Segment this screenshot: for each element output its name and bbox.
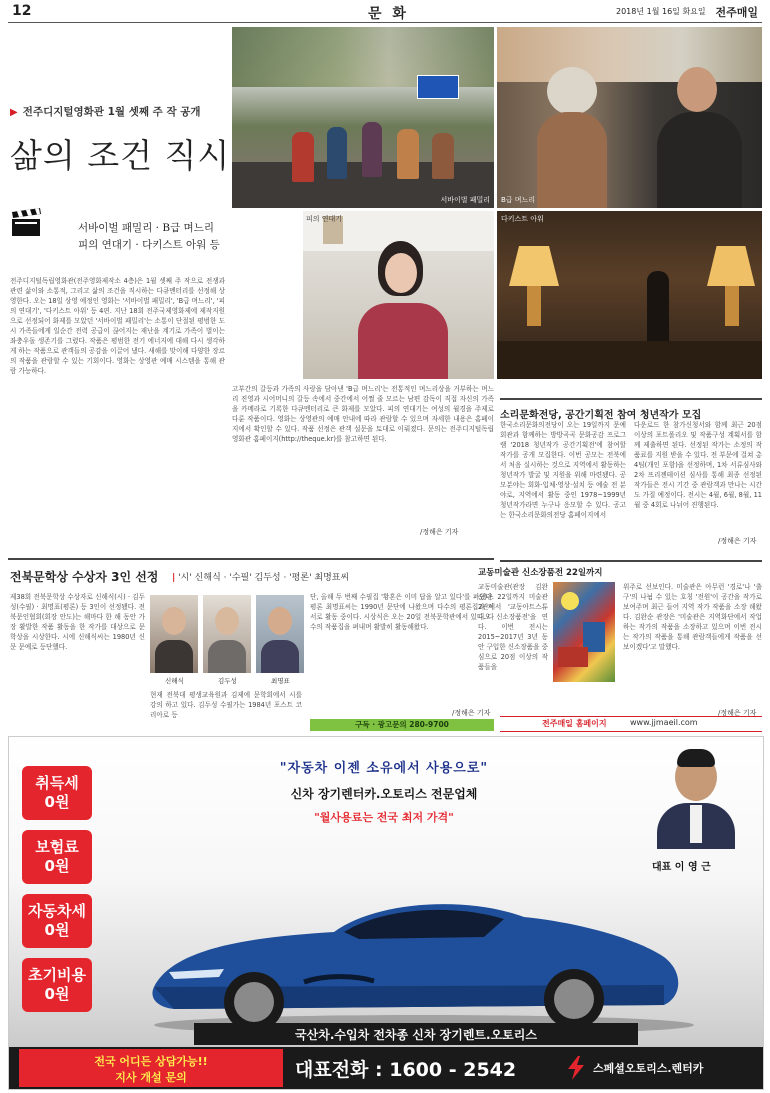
portrait-name-3: 최명표 xyxy=(271,677,290,685)
gallery-col1: 교동미술관(관장 김완순)은 22일까지 미술관 2관에서 '교동아트스튜디오 신소장품전'을 연다. 이번 전시는 2015~2017년 3년 동안 구입한 신소장품을 중심으로 20점 이상의 작품들을 xyxy=(478,583,548,671)
gallery-divider xyxy=(500,560,762,562)
sori-col2: 다운로드 한 참가신청서와 함께 최근 20점 이상의 포트폴리오 및 작품구성 계획서를 함께 제출하면 된다. 선정된 작가는 소정의 작품료를 지원 받을 수 있다. 전 부문에 걸쳐 총 4팀(개인 포함)을 선정하며, 1차 서류심사와 2차 프리젠테이션 심사를 통해 최종 선정된 작가들은 전시 기간 중 관람객과 만나는 시간도 가질 예정이다. 전시는 4월, 6월, 8월, 11월 중 4회로 나뉘어 진행된다. xyxy=(634,421,762,509)
portrait-2 xyxy=(203,595,251,673)
photo-caption: B급 며느리 xyxy=(501,196,536,204)
photo-survival-family xyxy=(232,27,494,208)
jeonbuk-divider xyxy=(8,558,494,560)
ad-ceo-name: 대표 이 영 근 xyxy=(652,862,711,873)
ad-phone[interactable]: 대표전화 : 1600 - 2542 xyxy=(295,1059,517,1081)
ad-footer-red: 전국 어디든 상담가능!! 지사 개설 문의 xyxy=(19,1049,283,1087)
clapperboard-icon xyxy=(10,208,40,234)
section-name: 문 화 xyxy=(368,6,409,22)
badge-car-tax: 자동차세 0원 xyxy=(22,894,92,948)
gallery-title: 교동미술관 신소장품전 22일까지 xyxy=(478,568,603,578)
homepage-label: 전주매일 홈페이지 xyxy=(542,719,607,728)
subscribe-bar: 구독 · 광고문의 280-9700 xyxy=(310,719,494,731)
portrait-3 xyxy=(256,595,304,673)
homepage-bar xyxy=(500,716,762,732)
ad-brand: 스페셜오토리스.렌터카 xyxy=(593,1062,704,1075)
subtitle-bar: | xyxy=(172,573,176,583)
main-subtitle-1: 서바이벌 패밀리 · B급 며느리 xyxy=(78,222,214,234)
sori-title: 소리문화전당, 공간기획전 참여 청년작가 모집 xyxy=(500,398,762,422)
badge-insurance: 보험료 0원 xyxy=(22,830,92,884)
jeonbuk-title: 전북문학상 수상자 3인 선정 xyxy=(10,570,159,584)
jeonbuk-col3: 현재 전북대 평생교육원과 김제에 문학회에서 시를 강의 하고 있다. 김두성 수필가는 1984년 포스트 코리아로 등 xyxy=(150,691,302,719)
main-byline: /정해은 기자 xyxy=(420,528,459,536)
ad-banner: 국산차.수입차 전차종 신차 장기렌트.오토리스 xyxy=(194,1023,638,1045)
badge-initial-cost: 초기비용 0원 xyxy=(22,958,92,1012)
ceo-photo xyxy=(657,749,735,849)
homepage-url[interactable]: www.jjmaeil.com xyxy=(630,718,698,727)
portrait-name-1: 신해식 xyxy=(165,677,184,685)
sori-byline: /정해은 기자 xyxy=(718,537,757,545)
main-kicker: ▶ 전주디지털영화관 1월 셋째 주 작 공개 xyxy=(10,106,201,118)
portrait-1 xyxy=(150,595,198,673)
paper-name: 전주매일 xyxy=(715,6,758,19)
main-headline: 삶의 조건 직시 xyxy=(10,136,231,175)
main-article-col1: 전주디지털독립영화관(전주영화제작소 4층)은 1월 셋째 주 작으로 전쟁과 관련 삶이와 소통적, 그리고 삶의 조건을 직시하는 다큐멘터리를 선정해 상영한다. 오는 18일 상영 예정인 영화는 '서바이벌 패밀리', 'B급 며느리', '피의 연대기', '다키스트 아워' 등 4편. 지난 18회 전주국제영화제에 제작지원으로 선정되어 화제를 모았던 '서바이벌 패밀리'는 소통이 단절된 평범한 도시 가족들에게 일순간 전력 공급이 끊어지는 재난을 계기로 가족이 벌이는 좌충우돌 생존기를 그렸다. 작품은 평범한 전기 에너지에 대해 다시 생각하게 하는 작품으로 관객들의 공감을 이끌어 냈다. 새해를 맞이해 다양한 장르의 작품을 관람할 수 있는 기회이다. 영화는 상영관 예매 시스템을 통해 관람 가능하다. xyxy=(10,277,225,375)
jeonbuk-byline: /정해은 기자 xyxy=(452,709,491,717)
ad-panel xyxy=(8,736,764,1090)
gallery-byline: /정해은 기자 xyxy=(718,709,757,717)
photo-caption: 서바이벌 패밀리 xyxy=(440,196,490,204)
main-article-col2: 고부간의 갈등과 가족의 사랑을 담아낸 'B급 며느리'는 전통적인 며느리상을 거부하는 며느리 진영과 시어머니의 갈등 속에서 중간에서 어쩔 줄 모르는 남편 감독이 직접 자신의 가족을 카메라로 기록한 다큐멘터리로 큰 화제를 모았다. 피의 연대기는 여성의 월경을 주제로 다룬 작품이다. 영화는 상영관의 예매 안내에 따라 관람할 수 있으며 자세한 내용은 홈페이지에서 확인할 수 있다. 작품 선정은 관객 설문을 토대로 이뤄졌다. 문의는 전주디지털독립영화관 홈페이지(http://theque.kr)를 참고하면 된다. xyxy=(232,385,494,443)
artwork-image xyxy=(553,582,615,682)
ad-slogan-3: "월사용료는 전국 최저 가격" xyxy=(314,811,454,824)
car-image xyxy=(134,877,694,1037)
sori-col1: 한국소리문화의전당이 오는 19일까지 문예회관과 함께하는 방방곡곡 문화공감 프로그램 '2018 청년작가 공간기획전'에 참여할 작가를 공개 모집한다. 이번 공모는 전북에서 처음 실시하는 것으로 지역에서 활동하는 청년작가 발굴 및 지원을 위해 마련됐다. 공모분야는 회화·입체·영상·설치 등 예술 전 분야로, 지역에서 활동 중인 1978~1999년 청년작가라면 누구나 응모할 수 있다. 공고는 한국소리문화의전당 홈페이지에서 xyxy=(500,421,626,519)
jeonbuk-subtitle: | '시' 신해식 · '수필' 김두성 · '평론' 최명표씨 xyxy=(172,573,350,583)
main-subtitle-2: 피의 연대기 · 다키스트 아워 등 xyxy=(78,239,220,251)
ad-slogan-2: 신차 장기렌터카.오토리스 전문업체 xyxy=(290,787,478,801)
ad-slogan-1: "자동차 이젠 소유에서 사용으로" xyxy=(279,761,489,776)
badge-acquisition-tax: 취득세 0원 xyxy=(22,766,92,820)
jeonbuk-col2: 단, 올해 두 번째 수필집 '황혼은 이미 답을 알고 있다'를 펴냈다. 평론 최명표씨는 1990년 문단에 나왔으며 다수의 평론집과 저서로 활동 중이다. 시상식은 오는 20일 전북문학관에서 있다. 다수의 작품집을 펴내며 활발히 활동해왔다. xyxy=(310,593,494,631)
jeonbuk-col1: 제38회 전북문학상 수상자로 신해식(시) · 김두성(수필) · 최명표(평론) 등 3인이 선정됐다. 전북문인협회(회장 안도)는 해마다 한 해 동안 가장 활발한 작품 활동을 한 작가를 대상으로 문학상을 시상한다. 시에 신해식씨는 1980년 신문 문예로 등단했다. xyxy=(10,593,145,651)
photo-blood-chronicle xyxy=(303,211,494,379)
gallery-col2: 위주로 선보인다. 미술관은 아무런 '경로'나 '출구'의 나뉨 수 있는 호칭 '전원'이 공간을 작가로 보여주며 최근 들어 지역 작가 작품을 소장 해왔다. 김완순 관장은 '미술관은 지역화단에서 작업하는 작가의 작품을 소장하고 있으며 이번 전시는 작가의 작품을 통해 관람객들에게 작품을 선보이겠다'고 말했다. xyxy=(623,583,762,651)
page-number: 12 xyxy=(12,3,32,19)
portrait-name-2: 김두성 xyxy=(218,677,237,685)
photo-caption: 피의 연대기 xyxy=(306,215,343,223)
lightning-s-icon xyxy=(564,1055,588,1081)
issue-date: 2018년 1월 16일 화요일 xyxy=(616,7,706,16)
photo-b-daughter xyxy=(497,27,762,208)
photo-darkest-hour xyxy=(497,211,762,379)
ad-footer xyxy=(9,1047,763,1089)
photo-caption: 다키스트 아워 xyxy=(501,215,544,223)
page-header xyxy=(8,0,762,23)
